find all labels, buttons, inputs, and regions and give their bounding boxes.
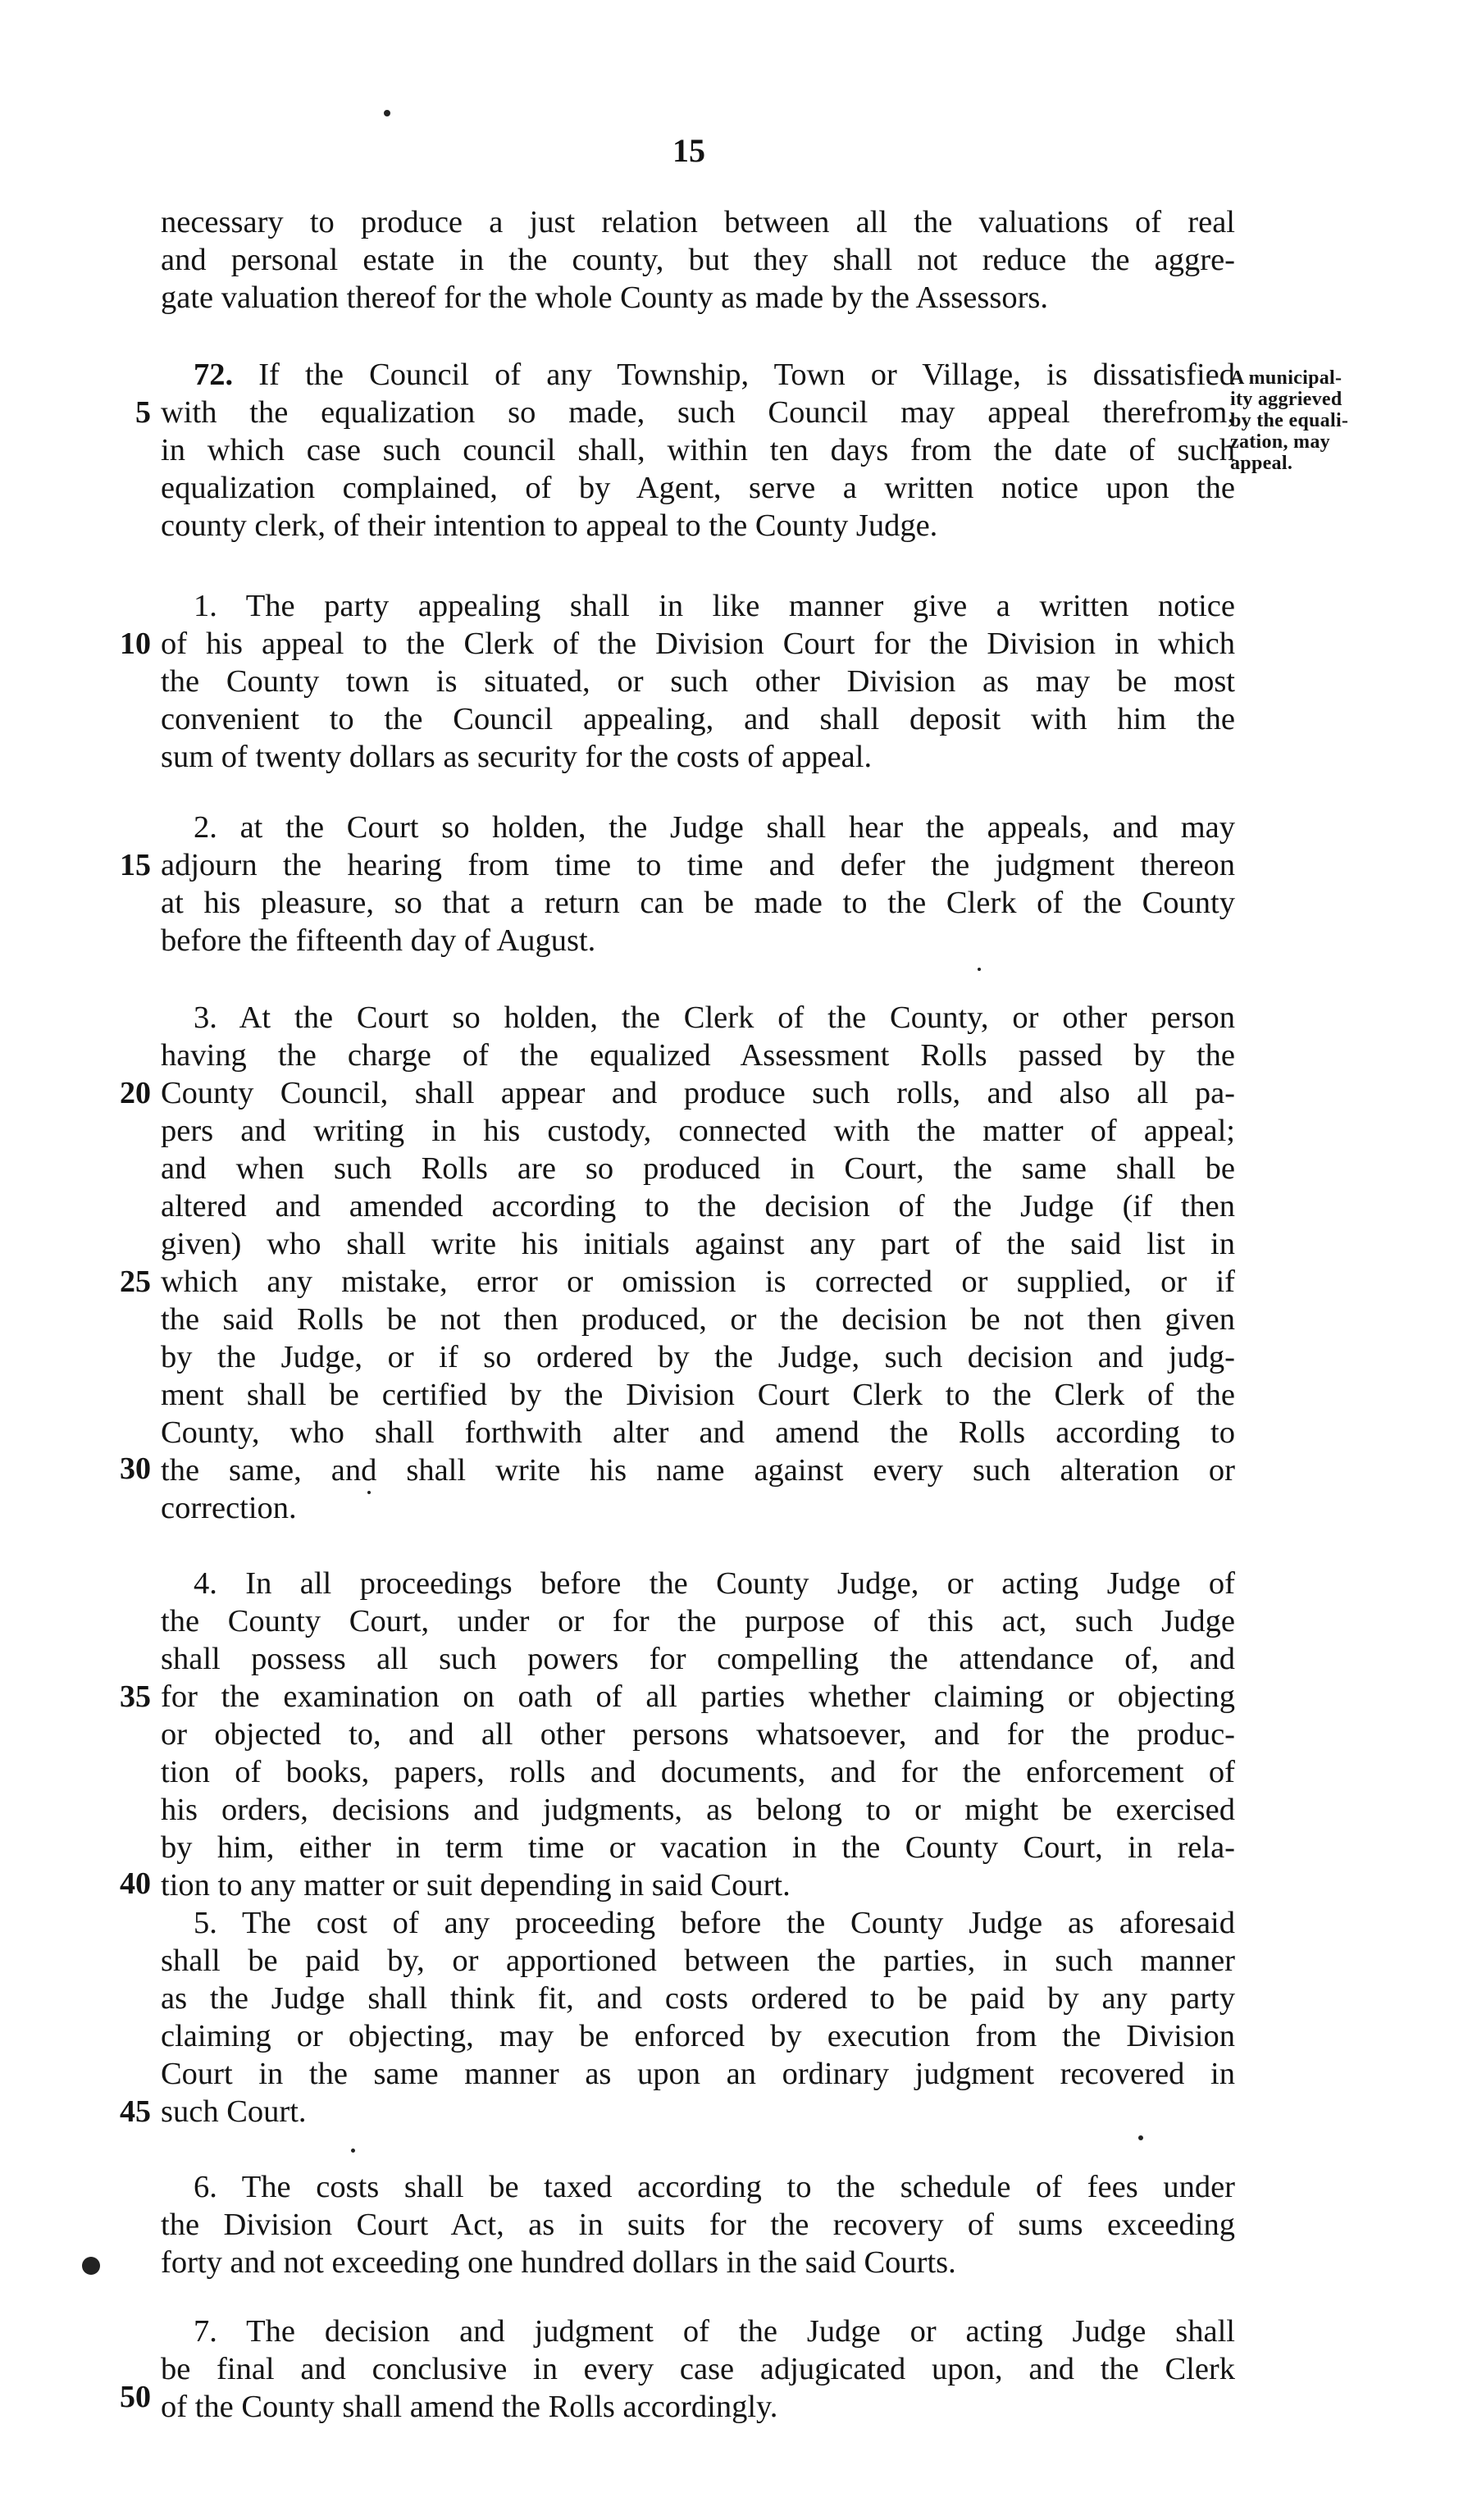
line-number: 45 xyxy=(120,2094,151,2129)
line-number: 50 xyxy=(120,2380,151,2414)
text-line: County Council, shall appear and produce such rolls, and also all pa- xyxy=(161,1076,1235,1110)
text-line: shall be paid by, or apportioned between the parties, in such manner xyxy=(161,1944,1235,1978)
text-line: be final and conclusive in every case adjugicated upon, and the Clerk xyxy=(161,2352,1235,2386)
text-line: 7. The decision and judgment of the Judge or acting Judge shall xyxy=(194,2314,1235,2349)
text-line: adjourn the hearing from time to time and defer the judgment thereon xyxy=(161,848,1235,882)
page-number: 15 xyxy=(672,132,705,169)
text-line: 6. The costs shall be taxed according to the schedule of fees under xyxy=(194,2170,1235,2204)
line-number: 10 xyxy=(120,627,151,661)
text-line: tion to any matter or suit depending in said Court. xyxy=(161,1868,791,1903)
text-line: and personal estate in the county, but they shall not reduce the aggre- xyxy=(161,243,1235,277)
text-line: of his appeal to the Clerk of the Division Court for the Division in which xyxy=(161,627,1235,661)
text-line: ment shall be certified by the Division Court Clerk to the Clerk of the xyxy=(161,1378,1235,1412)
text-line: altered and amended according to the decision of the Judge (if then xyxy=(161,1189,1235,1224)
margin-note-line: appeal. xyxy=(1230,453,1293,474)
text-line: county clerk, of their intention to appeal to the County Judge. xyxy=(161,508,938,543)
text-line: convenient to the Council appealing, and shall deposit with him the xyxy=(161,702,1235,736)
text-line: with the equalization so made, such Council may appeal therefrom, xyxy=(161,395,1235,430)
text-line: or objected to, and all other persons whatsoever, and for the produc- xyxy=(161,1717,1235,1752)
ink-speck xyxy=(367,1491,371,1494)
text-line: his orders, decisions and judgments, as belong to or might be exercised xyxy=(161,1793,1235,1827)
margin-note xyxy=(1230,367,1427,474)
text-line: the same, and shall write his name against every such alteration or xyxy=(161,1453,1235,1488)
text-line: pers and writing in his custody, connected with the matter of appeal; xyxy=(161,1114,1235,1148)
text-line xyxy=(161,356,1235,394)
line-number: 25 xyxy=(120,1265,151,1299)
text-line: sum of twenty dollars as security for the costs of appeal. xyxy=(161,740,873,774)
text-line: claiming or objecting, may be enforced by execution from the Division xyxy=(161,2019,1235,2053)
ink-speck xyxy=(1138,2135,1143,2140)
text-line: such Court. xyxy=(161,2094,307,2129)
text-line: 4. In all proceedings before the County Judge, or acting Judge of xyxy=(194,1566,1235,1601)
text-line: gate valuation thereof for the whole County as made by the Assessors. xyxy=(161,280,1049,315)
margin-note-line: by the equali- xyxy=(1230,410,1349,431)
text-line: given) who shall write his initials against any part of the said list in xyxy=(161,1227,1235,1261)
text-line: necessary to produce a just relation between all the valuations of real xyxy=(161,205,1235,239)
ink-speck xyxy=(351,2149,355,2153)
margin-note-line: ity aggrieved xyxy=(1230,389,1343,410)
text-line: forty and not exceeding one hundred dollars in the said Courts. xyxy=(161,2245,956,2280)
text-line: County, who shall forthwith alter and amend the Rolls according to xyxy=(161,1415,1235,1450)
line-number: 30 xyxy=(120,1451,151,1486)
line-number: 35 xyxy=(120,1679,151,1714)
text-line: and when such Rolls are so produced in Court, the same shall be xyxy=(161,1151,1235,1186)
text-line: equalization complained, of by Agent, serve a written notice upon the xyxy=(161,471,1235,505)
line-number: 40 xyxy=(120,1866,151,1901)
section-number: 72. xyxy=(194,358,234,392)
text-line: before the fifteenth day of August. xyxy=(161,923,596,958)
text-line: having the charge of the equalized Assessment Rolls passed by the xyxy=(161,1038,1235,1073)
text-line: the Division Court Act, as in suits for the recovery of sums exceeding xyxy=(161,2208,1235,2242)
line-number: 5 xyxy=(135,395,151,430)
text-line: 1. The party appealing shall in like manner give a written notice xyxy=(194,589,1235,623)
ink-speck xyxy=(978,968,981,971)
ink-speck xyxy=(384,110,390,116)
line-number: 15 xyxy=(120,848,151,882)
text-line: of the County shall amend the Rolls accordingly. xyxy=(161,2390,778,2424)
text-line: Court in the same manner as upon an ordinary judgment recovered in xyxy=(161,2057,1235,2091)
text-line: correction. xyxy=(161,1491,297,1525)
text-line: which any mistake, error or omission is corrected or supplied, or if xyxy=(161,1265,1235,1299)
line-number: 20 xyxy=(120,1076,151,1110)
margin-note-line: zation, may xyxy=(1230,431,1330,453)
text-line-body: If the Council of any Township, Town or Village, is dissatisfied xyxy=(258,358,1235,392)
text-line: for the examination on oath of all parties whether claiming or objecting xyxy=(161,1679,1235,1714)
text-line: 2. at the Court so holden, the Judge shall hear the appeals, and may xyxy=(194,810,1235,845)
text-line: the County town is situated, or such other Division as may be most xyxy=(161,664,1235,699)
text-line: in which case such council shall, within ten days from the date of such xyxy=(161,433,1235,467)
ink-speck xyxy=(82,2257,100,2275)
margin-note-line: A municipal- xyxy=(1230,367,1343,389)
text-line: 3. At the Court so holden, the Clerk of the County, or other person xyxy=(194,1000,1235,1035)
text-line: at his pleasure, so that a return can be made to the Clerk of the County xyxy=(161,886,1235,920)
text-line: 5. The cost of any proceeding before the County Judge as aforesaid xyxy=(194,1906,1235,1940)
text-line: by him, either in term time or vacation in the County Court, in rela- xyxy=(161,1830,1235,1865)
text-line: as the Judge shall think fit, and costs ordered to be paid by any party xyxy=(161,1981,1235,2016)
text-line: tion of books, papers, rolls and documents, and for the enforcement of xyxy=(161,1755,1235,1789)
text-line: by the Judge, or if so ordered by the Judge, such decision and judg- xyxy=(161,1340,1235,1374)
text-line: the said Rolls be not then produced, or the decision be not then given xyxy=(161,1302,1235,1337)
text-line: shall possess all such powers for compelling the attendance of, and xyxy=(161,1642,1235,1676)
text-line: the County Court, under or for the purpose of this act, such Judge xyxy=(161,1604,1235,1638)
